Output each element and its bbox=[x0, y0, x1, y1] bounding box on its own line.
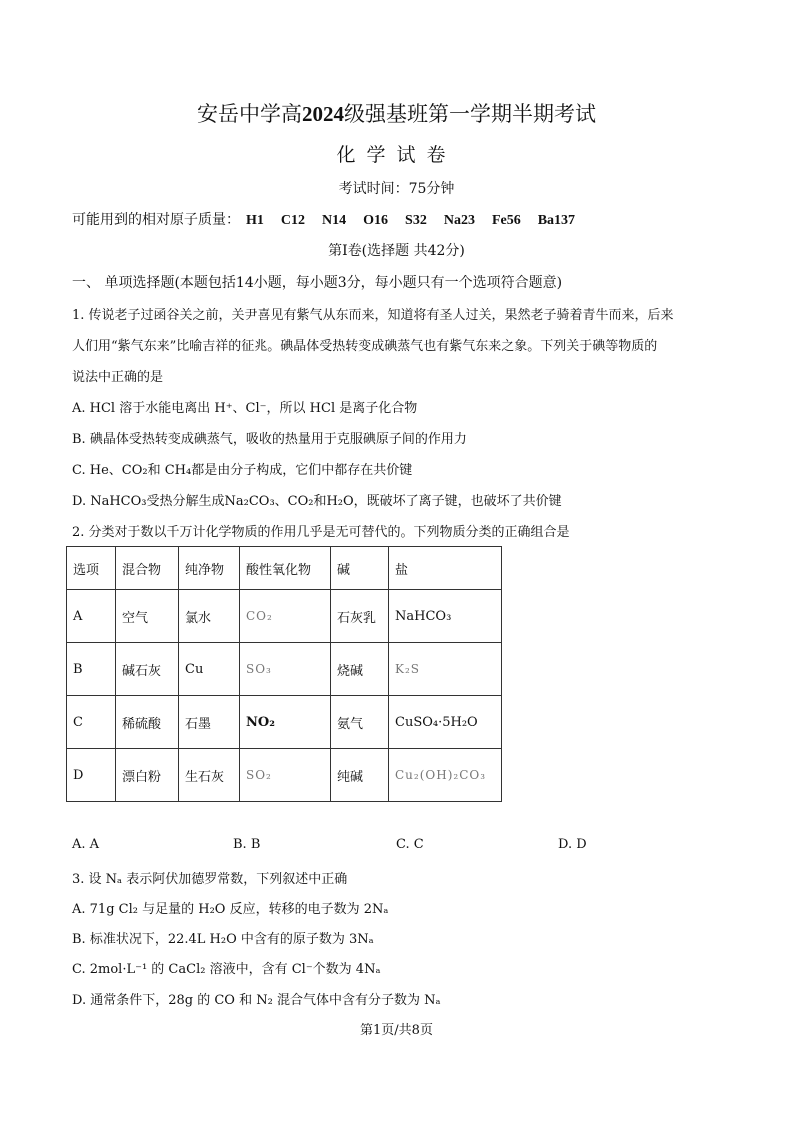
table-cell: Cu bbox=[179, 643, 240, 696]
atom-mass: O16 bbox=[363, 213, 389, 228]
table-cell: 烧碱 bbox=[331, 643, 389, 696]
table-cell: A bbox=[67, 590, 116, 643]
table-cell: NaHCO₃ bbox=[389, 590, 502, 643]
q1-option-d: D. NaHCO₃受热分解生成Na₂CO₃、CO₂和H₂O，既破坏了离子键，也破坏了共价键 bbox=[72, 494, 562, 509]
q1-stem-line: 说法中正确的是 bbox=[72, 370, 164, 385]
table-header-cell: 纯净物 bbox=[179, 547, 240, 590]
table-cell: SO₃ bbox=[240, 643, 331, 696]
q3-option-c: C. 2mol·L⁻¹ 的 CaCl₂ 溶液中，含有 Cl⁻个数为 4Nₐ bbox=[72, 962, 381, 977]
table-row bbox=[67, 590, 502, 643]
title-part: 安岳中学高 bbox=[197, 102, 302, 126]
q1-option-a: A. HCl 溶于水能电离出 H⁺、Cl⁻，所以 HCl 是离子化合物 bbox=[72, 401, 418, 416]
table-cell: 石墨 bbox=[179, 696, 240, 749]
table-cell: 氯水 bbox=[179, 590, 240, 643]
q1-stem-line: 人们用“紫气东来”比喻吉祥的征兆。碘晶体受热转变成碘蒸气也有紫气东来之象。下列关于碘等物质的 bbox=[72, 339, 658, 354]
table-cell: NO₂ bbox=[240, 696, 331, 749]
atom-mass: N14 bbox=[322, 213, 347, 228]
title-year: 2024 bbox=[302, 102, 344, 126]
atomic-masses bbox=[72, 209, 753, 229]
table-cell: 氨气 bbox=[331, 696, 389, 749]
q3-option-b: B. 标准状况下，22.4L H₂O 中含有的原子数为 3Nₐ bbox=[72, 932, 374, 947]
q2-option-d: D. D bbox=[558, 837, 587, 852]
table-header-cell: 选项 bbox=[67, 547, 116, 590]
atom-mass: H1 bbox=[246, 213, 264, 228]
table-cell: K₂S bbox=[389, 643, 502, 696]
table-cell: 空气 bbox=[116, 590, 179, 643]
table-header-cell: 碱 bbox=[331, 547, 389, 590]
table-cell: SO₂ bbox=[240, 749, 331, 802]
table-cell: 稀硫酸 bbox=[116, 696, 179, 749]
table-cell: D bbox=[67, 749, 116, 802]
atom-mass: C12 bbox=[280, 213, 306, 228]
table-header-cell: 盐 bbox=[389, 547, 502, 590]
table-cell: CO₂ bbox=[240, 590, 331, 643]
q3-option-d: D. 通常条件下，28g 的 CO 和 N₂ 混合气体中含有分子数为 Nₐ bbox=[72, 993, 441, 1008]
atom-mass: Na23 bbox=[443, 213, 475, 228]
title-part: 级强基班第一学期半期考试 bbox=[344, 102, 596, 126]
table-cell: CuSO₄·5H₂O bbox=[389, 696, 502, 749]
atom-mass: Fe56 bbox=[491, 213, 521, 228]
exam-title bbox=[0, 98, 793, 128]
table-header-cell: 混合物 bbox=[116, 547, 179, 590]
page-number: 第1页/共8页 bbox=[360, 1023, 433, 1038]
q2-stem: 2. 分类对于数以千万计化学物质的作用几乎是无可替代的。下列物质分类的正确组合是 bbox=[72, 525, 570, 540]
atom-mass: Ba137 bbox=[537, 213, 576, 228]
q1-stem-line: 1. 传说老子过函谷关之前，关尹喜见有紫气从东而来，知道将有圣人过关，果然老子骑着青牛而来，后来 bbox=[72, 308, 674, 323]
table-cell: 碱石灰 bbox=[116, 643, 179, 696]
exam-subtitle: 化学试卷 bbox=[336, 144, 457, 166]
q3-option-a: A. 71g Cl₂ 与足量的 H₂O 反应，转移的电子数为 2Nₐ bbox=[72, 902, 389, 917]
table-row bbox=[67, 696, 502, 749]
table-cell: 纯碱 bbox=[331, 749, 389, 802]
q1-option-b: B. 碘晶体受热转变成碘蒸气，吸收的热量用于克服碘原子间的作用力 bbox=[72, 432, 467, 447]
table-cell: 漂白粉 bbox=[116, 749, 179, 802]
q3-stem: 3. 设 Nₐ 表示阿伏加德罗常数，下列叙述中正确 bbox=[72, 872, 348, 887]
exam-time: 考试时间：75分钟 bbox=[338, 181, 455, 197]
table-row bbox=[67, 643, 502, 696]
atomic-masses-label: 可能用到的相对原子质量： bbox=[72, 212, 240, 228]
atom-mass: S32 bbox=[405, 213, 427, 228]
table-header-cell: 酸性氧化物 bbox=[240, 547, 331, 590]
classification-table bbox=[66, 546, 502, 802]
section-heading: 一、 单项选择题(本题包括14小题，每小题3分，每小题只有一个选项符合题意) bbox=[72, 275, 563, 291]
table-header-row bbox=[67, 547, 502, 590]
q1-option-c: C. He、CO₂和 CH₄都是由分子构成，它们中都存在共价键 bbox=[72, 463, 413, 478]
table-cell: C bbox=[67, 696, 116, 749]
q2-option-c: C. C bbox=[396, 837, 424, 852]
table-row bbox=[67, 749, 502, 802]
q2-option-b: B. B bbox=[233, 837, 261, 852]
table-cell: B bbox=[67, 643, 116, 696]
table-cell: Cu₂(OH)₂CO₃ bbox=[389, 749, 502, 802]
atomic-masses-list bbox=[246, 213, 592, 228]
volume-heading: 第Ⅰ卷(选择题 共42分) bbox=[328, 243, 465, 259]
table-cell: 石灰乳 bbox=[331, 590, 389, 643]
table-cell: 生石灰 bbox=[179, 749, 240, 802]
q2-option-a: A. A bbox=[72, 837, 100, 852]
